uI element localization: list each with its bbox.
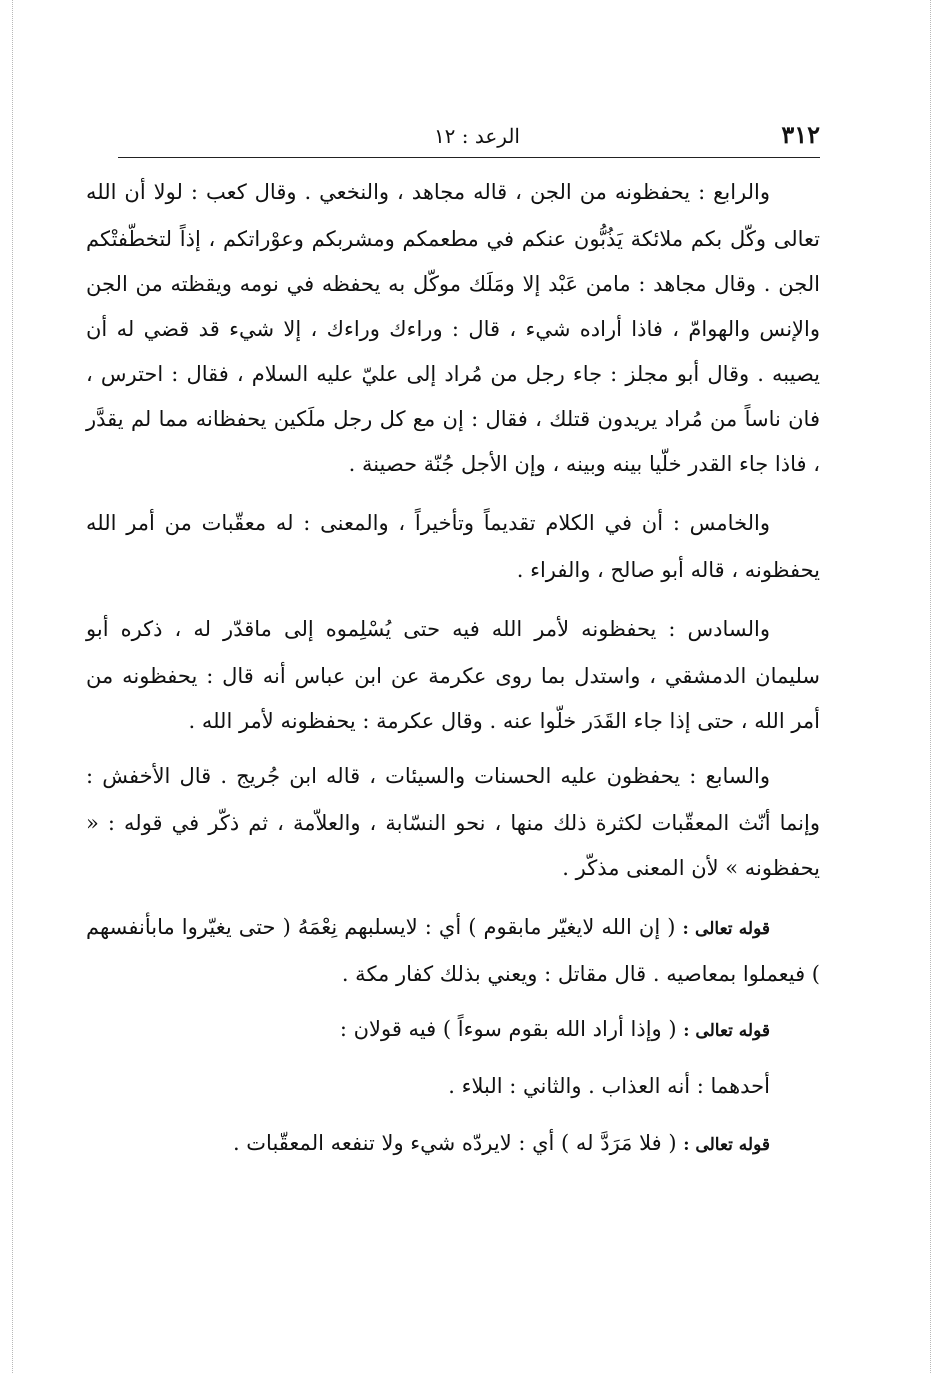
paragraph-verse-commentary-1 xyxy=(86,905,820,997)
paragraph-fifth-opinion xyxy=(86,501,820,593)
paragraph-text: والرابع : يحفظونه من الجن ، قاله مجاهد ، والنخعي . وقال كعب : لولا أن الله تعالى وكّل بكم ملائكة يَذُبُّون عنكم في مطعمكم ومشربكم وعوْراتكم ، إذاً لتخطّفتْكم الجن . وقال مجاهد : مامن عَبْد إلا ومَلَك موكّل به يحفظه في نومه ويقظته من الجن والإنس والهوامّ ، فاذا أراده شيء ، قال : وراءك وراءك ، إلا شيء قد قضي له أن يصيبه . وقال أبو مجلز : جاء رجل من مُراد إلى عليّ عليه السلام ، فقال : احترس ، فان ناساً من مُراد يريدون قتلك ، فقال : إن مع كل رجل ملَكين يحفظانه مما لم يقدَّر ، فاذا جاء القدر خلّيا بينه وبينه ، وإن الأجل جُنّة حصينة . xyxy=(86,180,820,476)
paragraph-fourth-opinion xyxy=(86,170,820,487)
page-header xyxy=(118,118,820,154)
paragraph-verse-commentary-3 xyxy=(86,1121,820,1168)
paragraph-lead: قوله تعالى : xyxy=(683,1021,770,1041)
page-edge-right xyxy=(930,0,931,1373)
paragraph-lead: قوله تعالى : xyxy=(683,1135,770,1155)
body-text xyxy=(86,170,820,1168)
paragraph-text: والسابع : يحفظون عليه الحسنات والسيئات ، قاله ابن جُريج . قال الأخفش : وإنما أنّث المعقّبات لكثرة ذلك منها ، نحو النسّابة ، والعلاّمة ، ثم ذكّر في قوله : « يحفظونه » لأن المعنى مذكّر . xyxy=(86,764,820,880)
page-number: ٣١٢ xyxy=(781,120,820,149)
paragraph-text: ( فلا مَرَدَّ له ) أي : لايردّه شيء ولا تنفعه المعقّبات . xyxy=(232,1131,684,1155)
paragraph-text: والسادس : يحفظونه لأمر الله فيه حتى يُسْلِموه إلى ماقدّر له ، ذكره أبو سليمان الدمشقي ، واستدل بما روى عكرمة عن ابن عباس أنه قال : يحفظونه من أمر الله ، حتى إذا جاء القَدَر خلّوا عنه . وقال عكرمة : يحفظونه لأمر الله . xyxy=(86,617,820,733)
paragraph-text: ( وإذا أراد الله بقوم سوءاً ) فيه قولان : xyxy=(339,1017,684,1041)
paragraph-seventh-opinion xyxy=(86,754,820,891)
page-edge-left xyxy=(12,0,13,1373)
running-title: الرعد : ١٢ xyxy=(433,124,520,148)
paragraph-lead: قوله تعالى : xyxy=(682,919,770,939)
paragraph-sixth-opinion xyxy=(86,607,820,744)
header-rule xyxy=(118,157,820,158)
paragraph-verse-commentary-2 xyxy=(86,1007,820,1054)
paragraph-text: أحدهما : أنه العذاب . والثاني : البلاء . xyxy=(448,1074,770,1098)
paragraph-two-opinions xyxy=(86,1064,820,1111)
paragraph-text: ( إن الله لايغيّر مابقوم ) أي : لايسلبهم نِعْمَهُ ( حتى يغيّروا مابأنفسهم ) فيعملوا بمعاصيه . قال مقاتل : ويعني بذلك كفار مكة . xyxy=(86,915,820,986)
paragraph-text: والخامس : أن في الكلام تقديماً وتأخيراً ، والمعنى : له معقّبات من أمر الله يحفظونه ، قاله أبو صالح ، والفراء . xyxy=(86,511,820,582)
